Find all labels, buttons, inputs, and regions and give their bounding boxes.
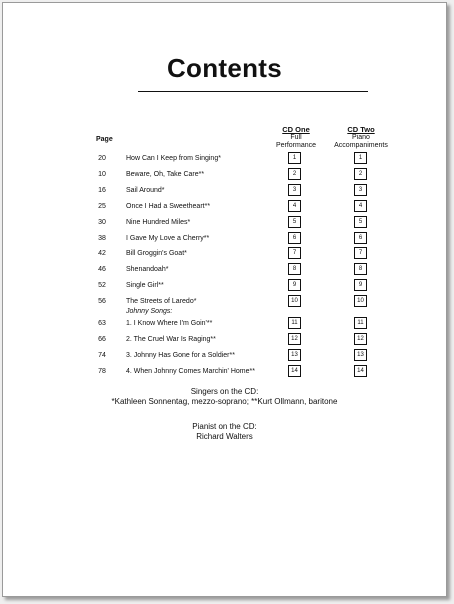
song-title: Sail Around* [126,186,165,194]
cd-two-line2: Accompaniments [334,142,388,149]
song-row [3,279,446,293]
song-title: Bill Groggin's Goat* [126,250,187,258]
cd-two-line1: Piano [352,134,370,141]
song-title: Shenandoah* [126,266,169,274]
cd-two-track-number: 13 [354,349,367,361]
cd-one-track-number: 10 [288,295,301,307]
song-page-number: 74 [98,351,106,359]
pianist-credit [3,422,446,442]
cd-one-track-number: 12 [288,333,301,345]
cd-two-track-number: 8 [354,263,367,275]
song-page-number: 66 [98,335,106,343]
song-page-number: 56 [98,298,106,306]
song-row [3,152,446,166]
song-row [3,216,446,230]
title-rule [138,91,368,92]
contents-page [2,2,447,597]
song-row [3,168,446,182]
pianist-heading: Pianist on the CD: [192,422,257,431]
cd-two-track-number: 5 [354,216,367,228]
song-title: How Can I Keep from Singing* [126,155,221,162]
cd-two-track-number: 2 [354,168,367,180]
song-page-number: 25 [98,202,106,210]
cd-one-name: CD One [282,125,310,134]
cd-two-name: CD Two [347,125,375,134]
song-row [3,333,446,347]
song-page-number: 16 [98,186,106,194]
song-row [3,232,446,246]
song-row [3,317,446,331]
cd-one-header [267,125,325,150]
song-page-number: 78 [98,367,106,375]
song-title: 3. Johnny Has Gone for a Soldier** [126,351,235,359]
song-title: Single Girl** [126,282,164,290]
cd-one-track-number: 8 [288,263,301,275]
cd-one-line1: Full [290,134,302,141]
song-row [3,200,446,214]
cd-two-track-number: 12 [354,333,367,345]
cd-two-track-number: 10 [354,295,367,307]
cd-one-track-number: 3 [288,184,301,196]
song-page-number: 10 [98,170,106,178]
song-page-number: 38 [98,234,106,242]
cd-two-header [325,125,397,150]
song-title: Once I Had a Sweetheart** [126,202,211,210]
cd-two-track-number: 6 [354,232,367,244]
cd-two-track-number: 7 [354,247,367,259]
singers-credit [3,387,446,407]
singers-heading: Singers on the CD: [190,387,259,396]
page-column-header: Page [96,136,113,143]
cd-one-track-number: 4 [288,200,301,212]
singers-names: *Kathleen Sonnentag, mezzo-soprano; **Kurt Ollmann, baritone [111,397,338,406]
song-title: Nine Hundred Miles* [126,218,191,226]
pianist-name: Richard Walters [196,432,253,441]
cd-one-track-number: 2 [288,168,301,180]
song-row [3,247,446,261]
song-title: 1. I Know Where I'm Goin'** [126,320,213,327]
cd-one-track-number: 1 [288,152,301,164]
cd-two-track-number: 1 [354,152,367,164]
section-label: Johnny Songs: [126,308,173,315]
song-title: 2. The Cruel War Is Raging** [126,335,216,343]
cd-one-track-number: 9 [288,279,301,291]
song-page-number: 20 [98,155,106,162]
song-page-number: 63 [98,320,106,327]
song-row [3,184,446,198]
cd-two-track-number: 11 [354,317,367,329]
song-page-number: 52 [98,282,106,290]
cd-two-track-number: 9 [354,279,367,291]
cd-two-track-number: 4 [354,200,367,212]
song-row [3,263,446,277]
cd-one-track-number: 7 [288,247,301,259]
cd-two-track-number: 3 [354,184,367,196]
cd-one-track-number: 13 [288,349,301,361]
song-title: 4. When Johnny Comes Marchin' Home** [126,367,255,375]
song-row [3,349,446,363]
page-title: Contents [166,53,283,83]
song-row [3,365,446,379]
song-page-number: 30 [98,218,106,226]
cd-one-track-number: 11 [288,317,301,329]
cd-two-track-number: 14 [354,365,367,377]
song-row [3,295,446,309]
song-title: Beware, Oh, Take Care** [126,170,205,178]
song-page-number: 46 [98,266,106,274]
cd-one-track-number: 5 [288,216,301,228]
song-title: The Streets of Laredo* [126,298,197,306]
cd-one-track-number: 6 [288,232,301,244]
song-page-number: 42 [98,250,106,258]
cd-one-track-number: 14 [288,365,301,377]
cd-one-line2: Performance [275,142,317,149]
song-title: I Gave My Love a Cherry** [126,234,210,242]
